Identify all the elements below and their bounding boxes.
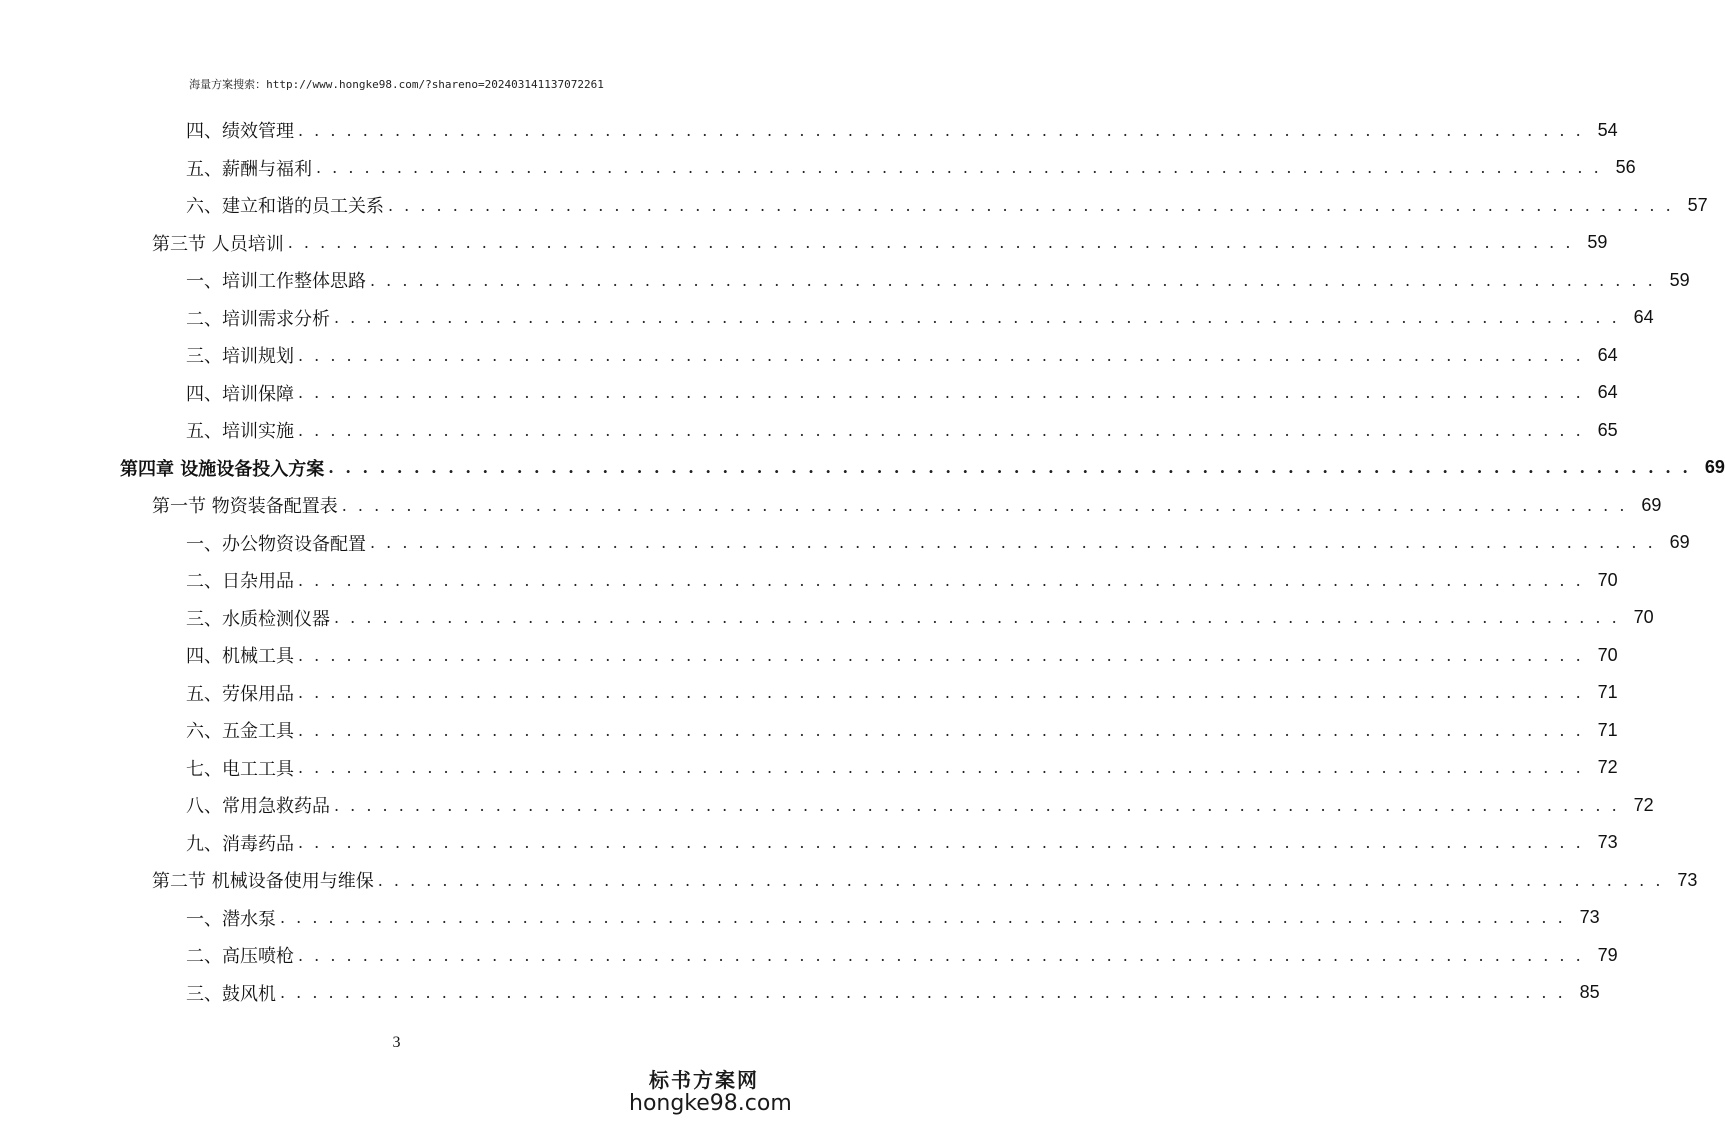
toc-entry-label: 四、绩效管理 xyxy=(186,121,294,142)
toc-dot-leader: . . . . . . . . . . . . . . . . . . . . . . . . . . . . . . . . . . . . . . . . . . . . . . . . . . . . . . . . . . . . . . . . . . . . . . . . . . . . . . . . xyxy=(334,308,1620,327)
toc-entry-label: 一、潜水泵 xyxy=(186,908,276,930)
toc-entry[interactable] xyxy=(186,339,1618,371)
toc-entry[interactable] xyxy=(186,189,1708,221)
toc-entry-label: 八、常用急救药品 xyxy=(186,796,330,817)
toc-entry-label: 二、日杂用品 xyxy=(186,571,294,592)
toc-entry-page: 73 xyxy=(1597,832,1618,852)
toc-entry-label: 五、劳保用品 xyxy=(186,683,294,705)
toc-entry[interactable] xyxy=(186,602,1654,634)
toc-entry-label: 第三节 人员培训 xyxy=(152,233,284,255)
toc-dot-leader: . . . . . . . . . . . . . . . . . . . . . . . . . . . . . . . . . . . . . . . . . . . . . . . . . . . . . . . . . . . . . . . . . . . . . . . . . . . . . . . . xyxy=(298,758,1584,777)
toc-entry[interactable] xyxy=(186,752,1618,784)
toc-entry-page: 69 xyxy=(1641,494,1662,515)
toc-dot-leader: . . . . . . . . . . . . . . . . . . . . . . . . . . . . . . . . . . . . . . . . . . . . . . . . . . . . . . . . . . . . . . . . . . . . . . . . . . . . . . . . xyxy=(377,870,1664,890)
toc-entry-page: 64 xyxy=(1597,382,1618,402)
toc-dot-leader: . . . . . . . . . . . . . . . . . . . . . . . . . . . . . . . . . . . . . . . . . . . . . . . . . . . . . . . . . . . . . . . . . . . . . . . . . . . . . . . . xyxy=(298,945,1584,965)
toc-entry-label: 六、建立和谐的员工关系 xyxy=(186,196,384,217)
toc-entry[interactable] xyxy=(152,489,1662,521)
toc-dot-leader: . . . . . . . . . . . . . . . . . . . . . . . . . . . . . . . . . . . . . . . . . . . . . . . . . . . . . . . . . . . . . . . . . . . . . . . . . . . . . . . . xyxy=(298,345,1584,365)
toc-dot-leader: . . . . . . . . . . . . . . . . . . . . . . . . . . . . . . . . . . . . . . . . . . . . . . . . . . . . . . . . . . . . . . . . . . . . . . . . . . . . . . . . xyxy=(370,270,1656,290)
page-number: 3 xyxy=(392,1034,401,1051)
toc-dot-leader: . . . . . . . . . . . . . . . . . . . . . . . . . . . . . . . . . . . . . . . . . . . . . . . . . . . . . . . . . . . . . . . . . . . . . . . . . . . . . . . . xyxy=(298,420,1584,440)
toc-entry[interactable] xyxy=(186,902,1600,934)
toc-entry[interactable] xyxy=(186,114,1618,146)
toc-entry[interactable] xyxy=(186,677,1618,709)
toc-entry-page: 73 xyxy=(1579,907,1600,927)
toc-dot-leader: . . . . . . . . . . . . . . . . . . . . . . . . . . . . . . . . . . . . . . . . . . . . . . . . . . . . . . . . . . . . . . . . . . . . . . . . . . . . . . . . xyxy=(298,645,1584,665)
toc-entry-label: 三、鼓风机 xyxy=(186,983,276,1005)
watermark-logo xyxy=(629,1064,792,1116)
toc-dot-leader: . . . . . . . . . . . . . . . . . . . . . . . . . . . . . . . . . . . . . . . . . . . . . . . . . . . . . . . . . . . . . . . . . . . . . . . . . . . . . . . . xyxy=(388,195,1674,215)
toc-entry-label: 第二节 机械设备使用与维保 xyxy=(152,871,374,892)
toc-entry[interactable] xyxy=(186,527,1690,559)
toc-entry-page: 71 xyxy=(1597,719,1618,740)
toc-dot-leader: . . . . . . . . . . . . . . . . . . . . . . . . . . . . . . . . . . . . . . . . . . . . . . . . . . . . . . . . . . . . . . . . . . . . . . . . . . . . . . . . xyxy=(334,608,1620,627)
toc-entry-label: 七、电工工具 xyxy=(186,758,294,780)
toc-entry-label: 二、培训需求分析 xyxy=(186,308,330,330)
toc-entry-label: 三、培训规划 xyxy=(186,346,294,367)
toc-entry-label: 第一节 物资装备配置表 xyxy=(152,496,338,517)
toc-entry-label: 一、培训工作整体思路 xyxy=(186,271,366,292)
toc-entry-page: 64 xyxy=(1633,307,1654,327)
toc-dot-leader: . . . . . . . . . . . . . . . . . . . . . . . . . . . . . . . . . . . . . . . . . . . . . . . . . . . . . . . . . . . . . . . . . . . . . . . . . . . . . . . . xyxy=(316,158,1602,177)
toc-entry[interactable] xyxy=(186,714,1618,746)
toc-entry-page: 69 xyxy=(1704,457,1725,477)
toc-entry[interactable] xyxy=(186,302,1654,334)
toc-dot-leader: . . . . . . . . . . . . . . . . . . . . . . . . . . . . . . . . . . . . . . . . . . . . . . . . . . . . . . . . . . . . . . . . . . . . . . . . . . . . . . . . xyxy=(298,570,1584,590)
toc-entry[interactable] xyxy=(186,414,1618,446)
toc-dot-leader: . . . . . . . . . . . . . . . . . . . . . . . . . . . . . . . . . . . . . . . . . . . . . . . . . . . . . . . . . . . . . . . . . . . . . . . . . . . . . . . . xyxy=(280,908,1566,927)
toc-entry-page: 56 xyxy=(1615,157,1636,177)
toc-entry[interactable] xyxy=(186,977,1600,1009)
toc-entry[interactable] xyxy=(186,564,1618,596)
toc-entry[interactable] xyxy=(186,264,1690,296)
toc-entry-page: 71 xyxy=(1597,682,1618,702)
toc-dot-leader: . . . . . . . . . . . . . . . . . . . . . . . . . . . . . . . . . . . . . . . . . . . . . . . . . . . . . . . . . . . . . . . . . . . . . . . . . . . . . . . . xyxy=(298,120,1584,140)
toc-entry[interactable] xyxy=(120,452,1725,484)
toc-dot-leader: . . . . . . . . . . . . . . . . . . . . . . . . . . . . . . . . . . . . . . . . . . . . . . . . . . . . . . . . . . . . . . . . . . . . . . . . . . . . . . . . xyxy=(298,383,1584,402)
watermark-domain: hongke98.com xyxy=(629,1091,792,1116)
toc-entry-label: 五、薪酬与福利 xyxy=(186,158,312,180)
toc-entry[interactable] xyxy=(186,827,1618,859)
toc-entry-page: 79 xyxy=(1597,944,1618,965)
toc-entry-page: 72 xyxy=(1597,757,1618,777)
toc-entry-label: 二、高压喷枪 xyxy=(186,946,294,967)
toc-entry-label: 三、水质检测仪器 xyxy=(186,608,330,630)
toc-entry[interactable] xyxy=(186,639,1618,671)
toc-entry-label: 第四章 设施设备投入方案 xyxy=(120,458,325,480)
toc-entry-page: 70 xyxy=(1633,607,1654,627)
toc-entry-page: 72 xyxy=(1633,794,1654,815)
toc-entry[interactable] xyxy=(152,864,1698,896)
toc-dot-leader: . . . . . . . . . . . . . . . . . . . . . . . . . . . . . . . . . . . . . . . . . . . . . . . . . . . . . . . . . . . . . . . . . . . . . . . . . . . . . . . . xyxy=(298,720,1584,740)
toc-entry-label: 一、办公物资设备配置 xyxy=(186,533,366,555)
toc-entry-label: 四、机械工具 xyxy=(186,646,294,667)
watermark-title: 标书方案网 xyxy=(649,1068,759,1092)
toc-entry[interactable] xyxy=(152,227,1608,259)
toc-entry-page: 59 xyxy=(1669,269,1690,290)
toc-dot-leader: . . . . . . . . . . . . . . . . . . . . . . . . . . . . . . . . . . . . . . . . . . . . . . . . . . . . . . . . . . . . . . . . . . . . . . . . . . . . . . . . xyxy=(334,795,1620,815)
toc-entry-page: 69 xyxy=(1669,532,1690,552)
toc-entry[interactable] xyxy=(186,789,1654,821)
toc-entry-page: 85 xyxy=(1579,982,1600,1002)
toc-entry-label: 六、五金工具 xyxy=(186,721,294,742)
toc-dot-leader: . . . . . . . . . . . . . . . . . . . . . . . . . . . . . . . . . . . . . . . . . . . . . . . . . . . . . . . . . . . . . . . . . . . . . . . . . . . . . . . . xyxy=(341,495,1628,515)
toc-entry-label: 五、培训实施 xyxy=(186,421,294,442)
toc-dot-leader: . . . . . . . . . . . . . . . . . . . . . . . . . . . . . . . . . . . . . . . . . . . . . . . . . . . . . . . . . . . . . . . . . . . . . . . . . . . . . . . . xyxy=(298,833,1584,852)
toc-entry[interactable] xyxy=(186,377,1618,409)
toc-entry-label: 四、培训保障 xyxy=(186,383,294,405)
toc-dot-leader: . . . . . . . . . . . . . . . . . . . . . . . . . . . . . . . . . . . . . . . . . . . . . . . . . . . . . . . . . . . . . . . . . . . . . . . . . . . . . . . . xyxy=(287,233,1574,252)
toc-entry-page: 73 xyxy=(1677,869,1698,890)
toc-entry[interactable] xyxy=(186,152,1636,184)
toc-entry-page: 54 xyxy=(1597,119,1618,140)
toc-dot-leader: . . . . . . . . . . . . . . . . . . . . . . . . . . . . . . . . . . . . . . . . . . . . . . . . . . . . . . . . . . . . . . . . . . . . . . . . . . . . . . . . xyxy=(370,533,1656,552)
toc-entry-page: 57 xyxy=(1687,194,1708,215)
toc-entry-page: 70 xyxy=(1597,569,1618,590)
header-url: 海量方案搜索：http://www.hongke98.com/?shareno=202403141137072261 xyxy=(189,78,604,91)
toc-entry[interactable] xyxy=(186,939,1618,971)
toc-entry-page: 65 xyxy=(1597,419,1618,440)
toc-dot-leader: . . . . . . . . . . . . . . . . . . . . . . . . . . . . . . . . . . . . . . . . . . . . . . . . . . . . . . . . . . . . . . . . . . . . . . . . . . . . . . . . xyxy=(328,458,1691,477)
toc-entry-page: 64 xyxy=(1597,344,1618,365)
toc-entry-page: 70 xyxy=(1597,644,1618,665)
toc-entry-page: 59 xyxy=(1587,232,1608,252)
toc-entry-label: 九、消毒药品 xyxy=(186,833,294,855)
toc-dot-leader: . . . . . . . . . . . . . . . . . . . . . . . . . . . . . . . . . . . . . . . . . . . . . . . . . . . . . . . . . . . . . . . . . . . . . . . . . . . . . . . . xyxy=(280,983,1566,1002)
toc-dot-leader: . . . . . . . . . . . . . . . . . . . . . . . . . . . . . . . . . . . . . . . . . . . . . . . . . . . . . . . . . . . . . . . . . . . . . . . . . . . . . . . . xyxy=(298,683,1584,702)
